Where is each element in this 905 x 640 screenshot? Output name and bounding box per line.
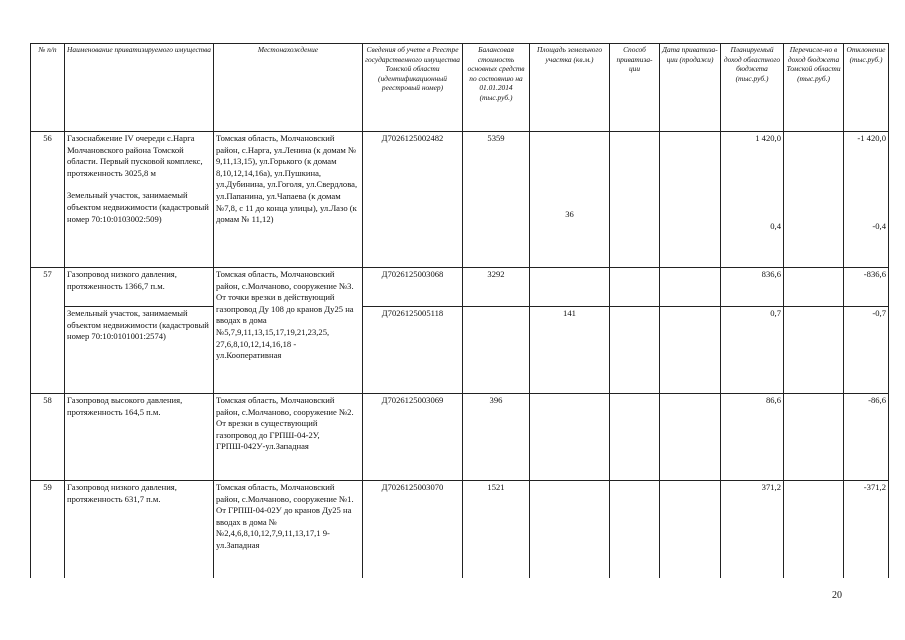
- header-num: № п/п: [31, 44, 65, 132]
- row-date: [660, 132, 721, 268]
- table-row: [31, 132, 889, 268]
- row-date: [660, 307, 721, 394]
- row-area: [530, 481, 610, 579]
- table-row: [31, 268, 889, 307]
- row-registry: Д7026125005118: [363, 307, 463, 394]
- row-income: 86,6: [721, 394, 784, 481]
- row-method: [610, 307, 660, 394]
- row-area: [530, 132, 610, 268]
- table-row: [31, 307, 889, 394]
- row-method: [610, 394, 660, 481]
- row-income: [721, 132, 784, 268]
- row-date: [660, 394, 721, 481]
- row-balance: 396: [463, 394, 530, 481]
- header-location: Местонахождение: [214, 44, 363, 132]
- row-deviation: -0,7: [844, 307, 889, 394]
- row-balance: 5359: [463, 132, 530, 268]
- header-date: Дата приватиза-ции (продажи): [660, 44, 721, 132]
- income-value: 1 420,0: [755, 133, 781, 143]
- row-method: [610, 268, 660, 307]
- table-row: [31, 481, 889, 579]
- table-header-row: [31, 44, 889, 132]
- row-num: 58: [31, 394, 65, 481]
- row-num: 56: [31, 132, 65, 268]
- row-balance: 3292: [463, 268, 530, 307]
- row-transfer: [784, 268, 844, 307]
- row-registry: Д7026125003070: [363, 481, 463, 579]
- row-income: 0,7: [721, 307, 784, 394]
- row-name: Газопровод высокого давления, протяженность 164,5 п.м.: [65, 394, 214, 481]
- row-method: [610, 481, 660, 579]
- row-balance: 1521: [463, 481, 530, 579]
- land-plot-name: Земельный участок, занимаемый объектом недвижимости (кадастровый номер 70:10:0103002:509): [67, 190, 209, 224]
- header-income: Планируемый доход областного бюджета (тыс.руб.): [721, 44, 784, 132]
- privatization-table: [30, 43, 889, 578]
- row-area: 141: [530, 307, 610, 394]
- row-transfer: [784, 307, 844, 394]
- header-method: Способ приватиза-ции: [610, 44, 660, 132]
- header-registry: Сведения об учете в Реестре государственного имущества Томской области (идентификационный реестровый номер): [363, 44, 463, 132]
- row-area: [530, 394, 610, 481]
- header-name: Наименование приватизируемого имущества: [65, 44, 214, 132]
- row-income: 836,6: [721, 268, 784, 307]
- row-balance: [463, 307, 530, 394]
- row-registry: Д7026125003069: [363, 394, 463, 481]
- page-number: 20: [832, 590, 842, 601]
- row-method: [610, 132, 660, 268]
- header-balance: Балансовая стоимость основных средств по состоянию на 01.01.2014 (тыс.руб.): [463, 44, 530, 132]
- row-name: Газопровод низкого давления, протяженность 631,7 п.м.: [65, 481, 214, 579]
- row-location: Томская область, Молчановский район, с.Молчаново, сооружение №3. От точки врезки в действующий газопровод Ду 108 до кранов Ду25 на вводах в дома №5,7,9,11,13,15,17,19,21,23,25, 27,6,8,10,12,14,16,18 - ул.Кооперативная: [214, 268, 363, 394]
- row-location: Томская область, Молчановский район, с.Молчаново, сооружение №2. От врезки в существующий газопровод до ГРПШ-04-2У, ГРПШ-042У-ул.Западная: [214, 394, 363, 481]
- row-location: Томская область, Молчановский район, с.Молчаново, сооружение №1. От ГРПШ-04-02У до кранов Ду25 на вводах в дома №№2,4,6,8,10,12,7,9,11,13,17,1 9-ул.Западная: [214, 481, 363, 579]
- row-name: Газопровод низкого давления, протяженность 1366,7 п.м.: [65, 268, 214, 307]
- row-name: [65, 132, 214, 268]
- row-transfer: [784, 132, 844, 268]
- header-deviation: Отклонение (тыс.руб.): [844, 44, 889, 132]
- area-value: 36: [565, 209, 574, 219]
- deviation-value: -0,4: [872, 220, 886, 231]
- row-income: 371,2: [721, 481, 784, 579]
- row-date: [660, 268, 721, 307]
- header-area: Площадь земельного участка (кв.м.): [530, 44, 610, 132]
- deviation-value: -1 420,0: [857, 133, 886, 143]
- row-deviation: [844, 132, 889, 268]
- row-deviation: -836,6: [844, 268, 889, 307]
- row-area: [530, 268, 610, 307]
- row-transfer: [784, 481, 844, 579]
- row-num: 59: [31, 481, 65, 579]
- income-value: 0,4: [770, 220, 781, 231]
- row-registry: Д7026125003068: [363, 268, 463, 307]
- table-row: [31, 394, 889, 481]
- row-deviation: -86,6: [844, 394, 889, 481]
- object-name: Газоснабжение IV очереди с.Нарга Молчановского района Томской области. Первый пусковой комплекс, протяженность 3025,8 м: [67, 133, 203, 178]
- row-transfer: [784, 394, 844, 481]
- row-registry: Д7026125002482: [363, 132, 463, 268]
- row-num: 57: [31, 268, 65, 394]
- row-deviation: -371,2: [844, 481, 889, 579]
- row-date: [660, 481, 721, 579]
- header-transfer: Перечисле-но в доход бюджета Томской области (тыс.руб.): [784, 44, 844, 132]
- row-location: Томская область, Молчановский район, с.Нарга, ул.Ленина (к домам № 9,11,13,15), ул.Горького (к домам 8,10,12,14,16а), ул.Пушкина, ул.Дубинина, ул.Гоголя, ул.Свердлова, ул.Папанина, ул.Чапаева (к домам №7,8, с 11 до конца улицы), ул.Лазо (к домам № 11,12): [214, 132, 363, 268]
- row-name: Земельный участок, занимаемый объектом недвижимости (кадастровый номер 70:10:0101001:2574): [65, 307, 214, 394]
